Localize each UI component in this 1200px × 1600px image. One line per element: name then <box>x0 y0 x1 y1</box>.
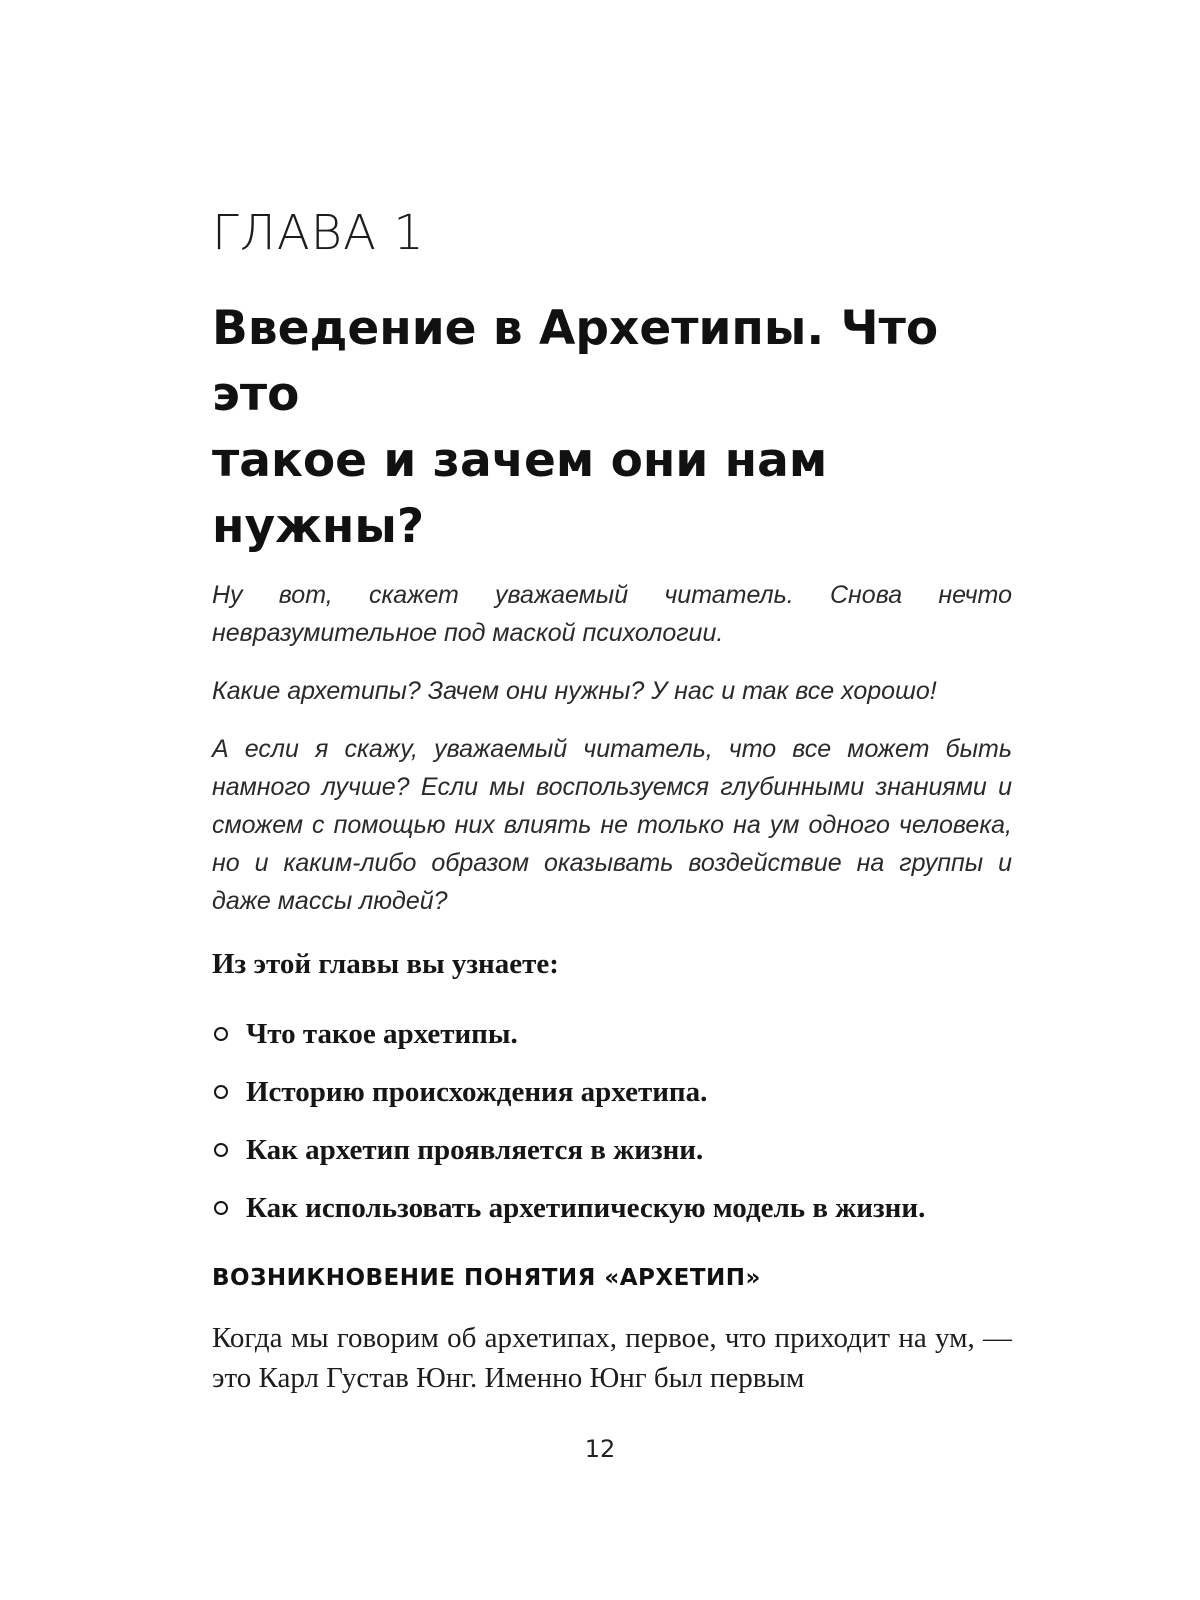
section-heading: ВОЗНИКНОВЕНИЕ ПОНЯТИЯ «АРХЕТИП» <box>212 1265 761 1291</box>
list-item-text: Историю происхождения архетипа. <box>246 1075 708 1108</box>
intro-paragraph: Какие архетипы? Зачем они нужны? У нас и так все хорошо! <box>212 677 937 705</box>
learn-list <box>212 1005 1032 1237</box>
page-number: 12 <box>584 1435 616 1463</box>
chapter-label: ГЛАВА 1 <box>212 205 425 261</box>
chapter-title <box>212 296 1032 560</box>
circle-bullet-icon <box>214 1143 228 1157</box>
list-item-text: Как использовать архетипическую модель в жизни. <box>246 1191 926 1224</box>
chapter-title-line-1: Введение в Архетипы. Что это <box>212 301 939 422</box>
intro-block <box>212 576 1012 940</box>
chapter-title-line-2: такое и зачем они нам нужны? <box>212 433 828 554</box>
intro-paragraph: Ну вот, скажет уважаемый читатель. Снова нечто невразумительное под маской психологии. <box>212 581 1012 647</box>
list-item-text: Что такое архетипы. <box>246 1017 518 1050</box>
circle-bullet-icon <box>214 1027 228 1041</box>
list-item <box>212 1063 1032 1121</box>
intro-paragraph: А если я скажу, уважаемый читатель, что все может быть намного лучше? Если мы воспользуемся глубинными знаниями и сможем с помощью них влиять не только на ум одного человека, но и каким-либо образом оказывать воздействие на группы и даже массы людей? <box>212 735 1012 915</box>
body-paragraph: Когда мы говорим об архетипах, первое, что приходит на ум, — это Карл Густав Юнг. Именно Юнг был первым <box>212 1322 1012 1394</box>
list-item <box>212 1121 1032 1179</box>
circle-bullet-icon <box>214 1085 228 1099</box>
list-item-text: Как архетип проявляется в жизни. <box>246 1133 704 1166</box>
list-item <box>212 1005 1032 1063</box>
list-item <box>212 1179 1032 1237</box>
circle-bullet-icon <box>214 1201 228 1215</box>
learn-heading: Из этой главы вы узнаете: <box>212 948 559 980</box>
